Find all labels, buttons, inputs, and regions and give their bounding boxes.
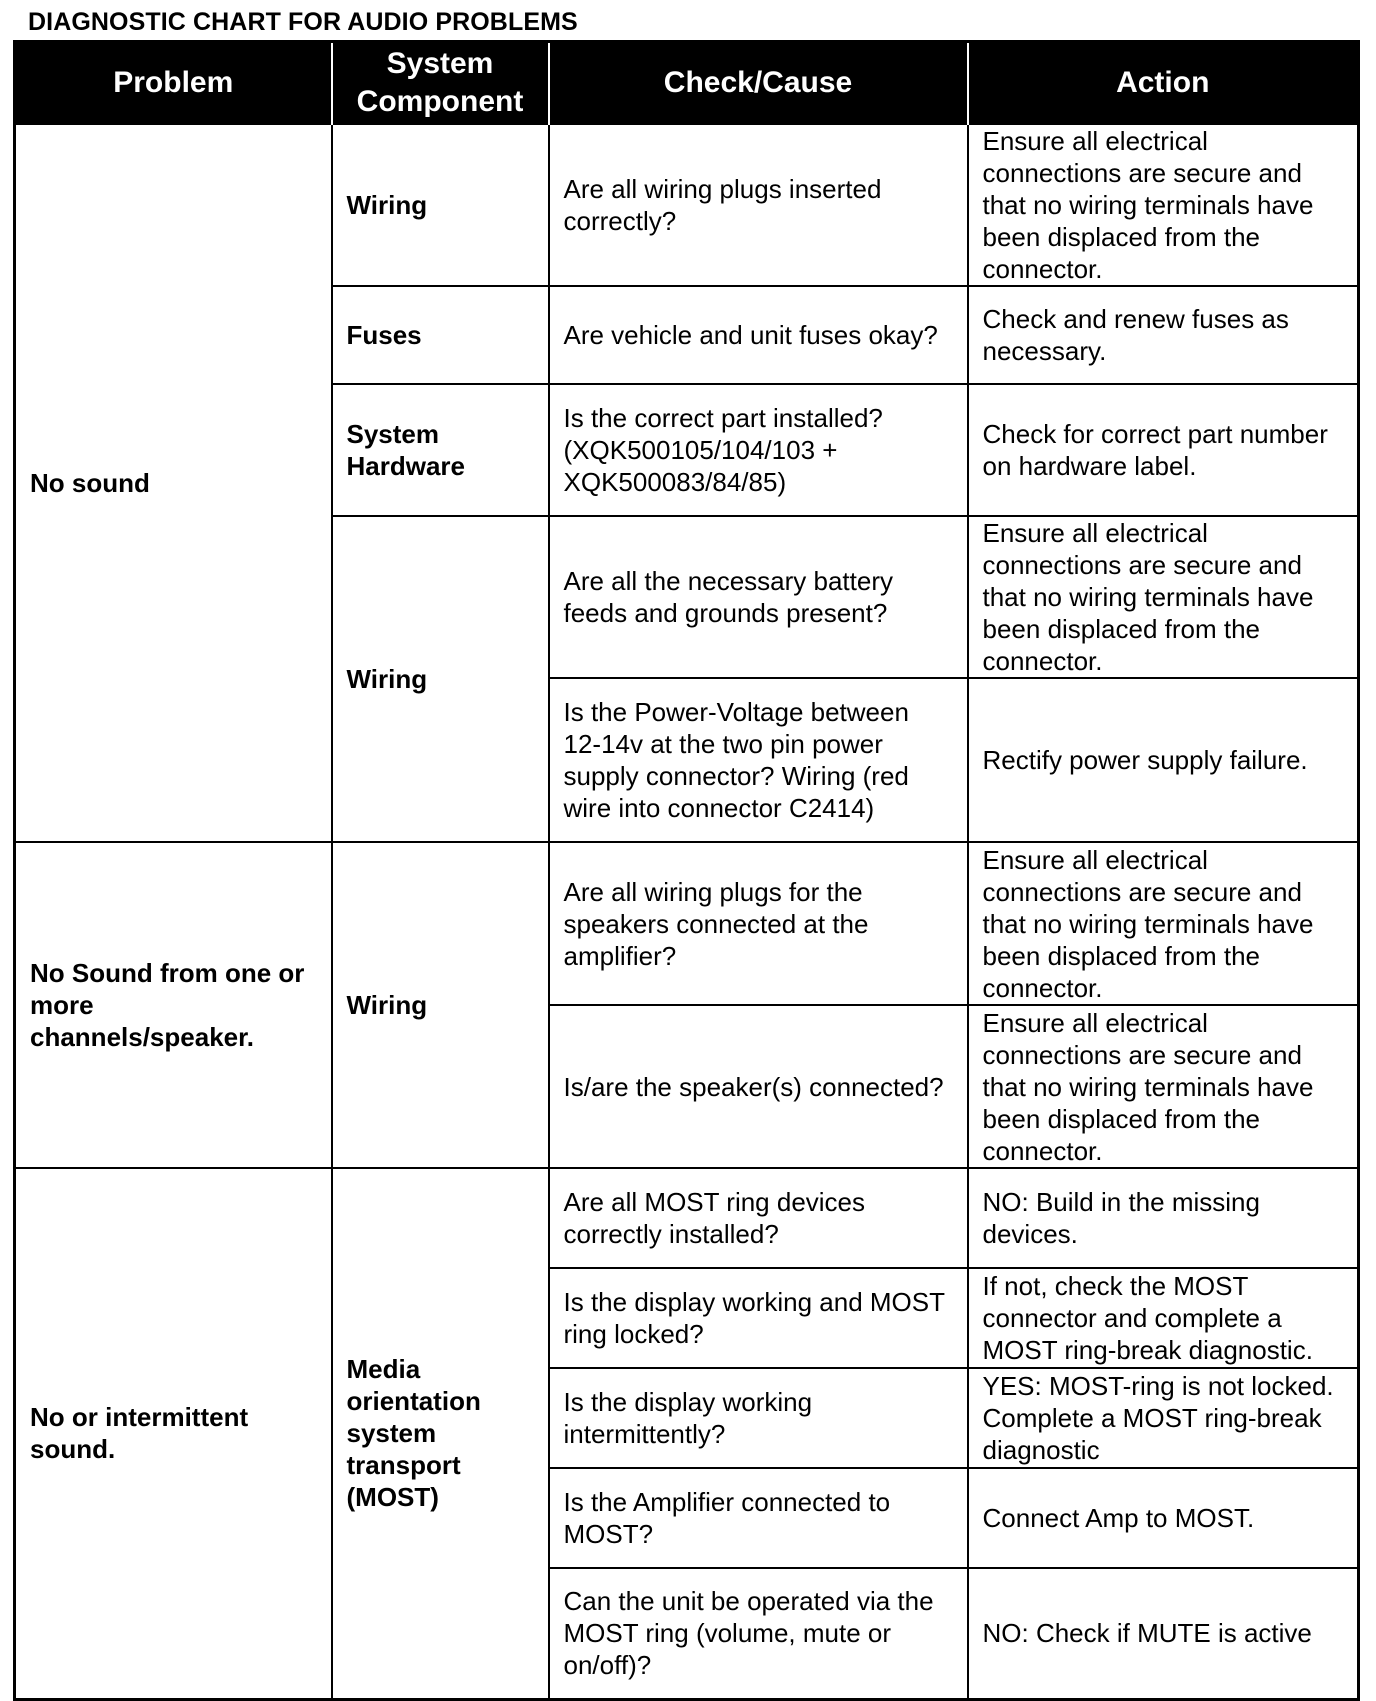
action-cell: If not, check the MOST connector and complete a MOST ring-break diagnostic. (968, 1268, 1359, 1368)
header-component-line1: System (386, 47, 494, 80)
diagnostic-table (13, 40, 1360, 1701)
check-cell: Is the Power-Voltage between 12-14v at the two pin power supply connector? Wiring (red wire into connector C2414) (549, 678, 968, 842)
check-cell: Are all the necessary battery feeds and grounds present? (549, 516, 968, 678)
problem-cell: No or intermittent sound. (15, 1168, 332, 1699)
action-cell: Check for correct part number on hardware label. (968, 384, 1359, 516)
action-cell: Connect Amp to MOST. (968, 1468, 1359, 1568)
action-cell: Ensure all electrical connections are secure and that no wiring terminals have been displaced from the connector. (968, 516, 1359, 678)
problem-cell: No Sound from one or more channels/speaker. (15, 842, 332, 1168)
header-check-cause: Check/Cause (549, 42, 968, 125)
page-title: DIAGNOSTIC CHART FOR AUDIO PROBLEMS (28, 8, 578, 36)
header-action: Action (968, 42, 1359, 125)
check-cell: Is the display working and MOST ring locked? (549, 1268, 968, 1368)
action-cell: YES: MOST-ring is not locked. Complete a MOST ring-break diagnostic (968, 1368, 1359, 1468)
header-row (15, 42, 1359, 125)
header-component-line2: Component (356, 85, 524, 118)
action-cell: Ensure all electrical connections are secure and that no wiring terminals have been displaced from the connector. (968, 1005, 1359, 1168)
check-cell: Are vehicle and unit fuses okay? (549, 286, 968, 384)
check-cell: Is the display working intermittently? (549, 1368, 968, 1468)
component-cell: Wiring (332, 124, 549, 286)
component-cell: Wiring (332, 842, 549, 1168)
table-row (15, 124, 1359, 286)
action-cell: Ensure all electrical connections are secure and that no wiring terminals have been displaced from the connector. (968, 124, 1359, 286)
header-problem: Problem (15, 42, 332, 125)
action-cell: Check and renew fuses as necessary. (968, 286, 1359, 384)
problem-cell: No sound (15, 124, 332, 842)
table-row (15, 842, 1359, 1005)
check-cell: Can the unit be operated via the MOST ring (volume, mute or on/off)? (549, 1568, 968, 1699)
action-cell: NO: Build in the missing devices. (968, 1168, 1359, 1268)
component-cell: Wiring (332, 516, 549, 842)
component-cell: System Hardware (332, 384, 549, 516)
action-cell: Rectify power supply failure. (968, 678, 1359, 842)
check-cell: Is the correct part installed? (XQK500105/104/103 + XQK500083/84/85) (549, 384, 968, 516)
check-cell: Are all MOST ring devices correctly installed? (549, 1168, 968, 1268)
table-row (15, 1168, 1359, 1268)
action-cell: NO: Check if MUTE is active (968, 1568, 1359, 1699)
check-cell: Is/are the speaker(s) connected? (549, 1005, 968, 1168)
header-system-component (332, 42, 549, 125)
check-cell: Are all wiring plugs for the speakers connected at the amplifier? (549, 842, 968, 1005)
check-cell: Are all wiring plugs inserted correctly? (549, 124, 968, 286)
action-cell: Ensure all electrical connections are secure and that no wiring terminals have been displaced from the connector. (968, 842, 1359, 1005)
component-cell: Media orientation system transport (MOST) (332, 1168, 549, 1699)
component-cell: Fuses (332, 286, 549, 384)
check-cell: Is the Amplifier connected to MOST? (549, 1468, 968, 1568)
